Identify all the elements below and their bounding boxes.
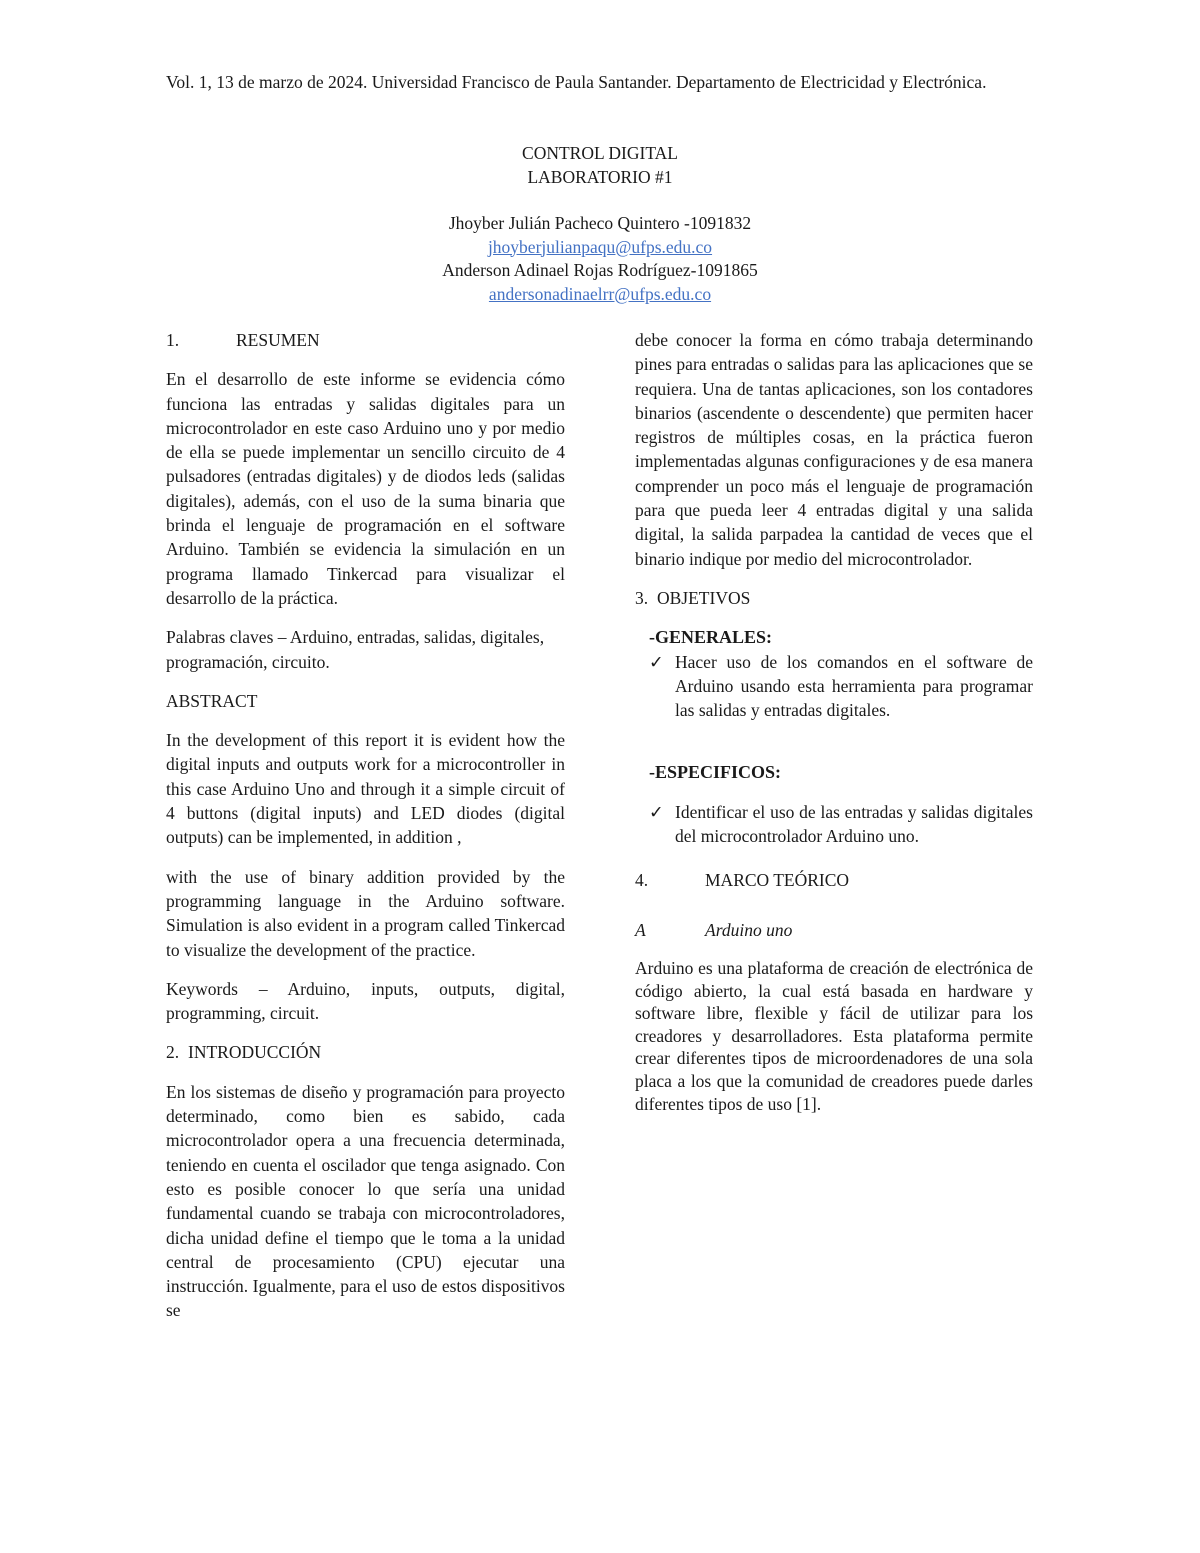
title-block [0, 142, 1200, 306]
especificos-item [649, 800, 1033, 849]
left-column [166, 328, 565, 1323]
abstract-body-2: with the use of binary addition provided by the programming language in the Arduino software. Simulation is also evident in a program called Tinkercad to visualize the development of the practice. [166, 866, 565, 960]
abstract-body-1: In the development of this report it is evident how the digital inputs and outputs work for a microcontroller in this case Arduino Uno and through it a simple circuit of 4 buttons (digital inputs) and LED diodes (digital outputs) can be implemented, in addition , [166, 730, 565, 848]
resumen-heading: 1. RESUMEN [166, 330, 320, 350]
introduccion-body-left: En los sistemas de diseño y programación para proyecto determinado, como bien es sabido, cada microcontrolador opera a una frecuencia determinada, teniendo en cuenta el oscilador que tenga asignado. Con esto es posible conocer lo que sería una unidad fundamental cuando se trabaja con microcontroladores, dicha unidad define el tiempo que le toma a la unidad central de procesamiento (CPU) ejecutar una instrucción. Igualmente, para el uso de estos dispositivos se [166, 1081, 565, 1321]
especificos-label: -ESPECIFICOS: [649, 762, 782, 783]
arduino-subheading: A Arduino uno [635, 919, 793, 940]
marco-heading: 4. MARCO TEÓRICO [635, 870, 850, 891]
palabras-claves: Palabras claves – Arduino, entradas, salidas, digitales, programación, circuito. [166, 627, 545, 672]
especificos-text: Identificar el uso de las entradas y salidas digitales del microcontrolador Arduino uno. [675, 801, 1033, 847]
author-2: Anderson Adinael Rojas Rodríguez-1091865 [442, 260, 758, 280]
objetivos-heading: 3. OBJETIVOS [635, 587, 751, 608]
introduccion-body-right: debe conocer la forma en cómo trabaja determinando pines para entradas o salidas para las aplicaciones que se requiera. Una de tantas aplicaciones, son los contadores binarios (ascendente o descendente) que permiten hacer registros de múltiples cosas, en la práctica fueron implementadas algunas configuraciones y de esa manera comprender un poco más el lenguaje de programación para que pueda leer 4 entradas digital y una salida digital, la salida parpadea la cantidad de veces que el binario indique por medio del microcontrolador. [635, 330, 1033, 569]
introduccion-heading: 2. INTRODUCCIÓN [166, 1042, 322, 1063]
generales-item [649, 650, 1033, 723]
course-title: CONTROL DIGITAL [522, 143, 678, 163]
email-link-2[interactable]: andersonadinaelrr@ufps.edu.co [488, 283, 712, 304]
author-1: Jhoyber Julián Pacheco Quintero -1091832 [448, 213, 752, 233]
running-header: Vol. 1, 13 de marzo de 2024. Universidad Francisco de Paula Santander. Departamento de Electricidad y Electrónica. [166, 72, 987, 92]
lab-title: LABORATORIO #1 [527, 166, 673, 187]
keywords: Keywords – Arduino, inputs, outputs, digital, programming, circuit. [166, 978, 565, 1024]
marco-body: Arduino es una plataforma de creación de electrónica de código abierto, la cual está basada en hardware y software libre, flexible y fácil de utilizar para los creadores y desarrolladores. Esta plataforma permite crear diferentes tipos de microordenadores de una sola placa a los que la comunidad de creadores puede darles diferentes tipos de uso [1]. [635, 957, 1033, 1114]
check-icon: ✓ [649, 801, 664, 822]
right-column [635, 328, 1033, 1115]
generales-label: -GENERALES: [649, 627, 773, 648]
resumen-body: En el desarrollo de este informe se evidencia cómo funciona las entradas y salidas digitales para un microcontrolador en este caso Arduino uno y por medio de ella se puede implementar un sencillo circuito de 4 pulsadores (entradas digitales) y de diodos leds (salidas digitales), además, con el uso de la suma binaria que brinda el lenguaje de programación en el software Arduino. También se evidencia la simulación en un programa llamado Tinkercad para visualizar el desarrollo de la práctica. [166, 369, 565, 608]
generales-text: Hacer uso de los comandos en el software de Arduino usando esta herramienta para programar las salidas y entradas digitales. [675, 651, 1033, 721]
email-link-1[interactable]: jhoyberjulianpaqu@ufps.edu.co [487, 236, 713, 257]
check-icon: ✓ [649, 651, 664, 672]
abstract-heading: ABSTRACT [166, 690, 258, 711]
